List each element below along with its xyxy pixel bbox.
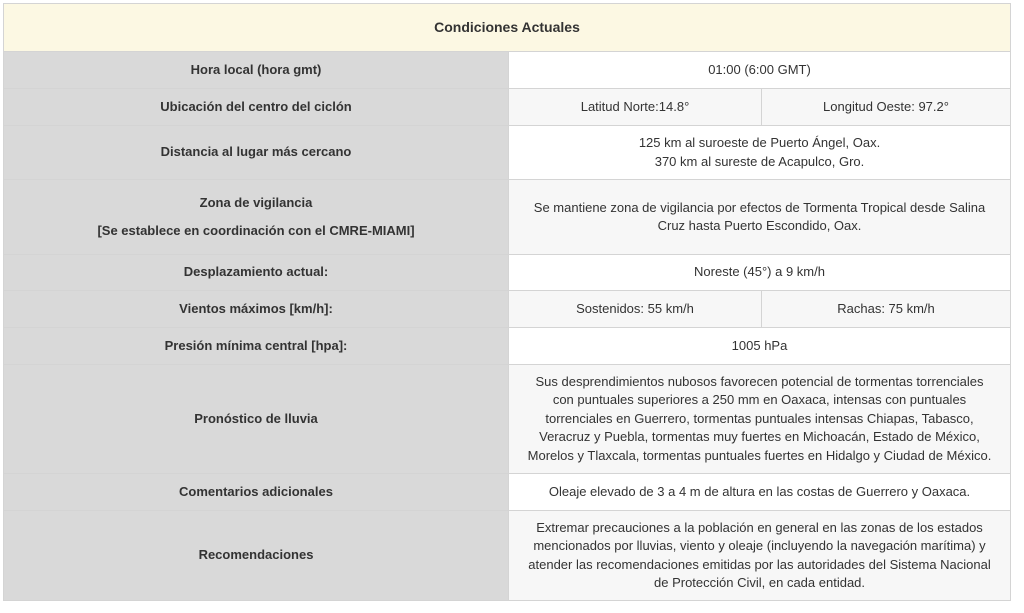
recomendaciones-line-1: Extremar precauciones a la población en general en las zonas de los estados — [536, 519, 983, 535]
table-row-comentarios — [4, 474, 1011, 511]
row-label-hora: Hora local (hora gmt) — [4, 52, 509, 89]
lluvia-line-3: torrenciales en Guerrero, tormentas puntuales intensas Chiapas, Tabasco, — [545, 410, 974, 426]
recomendaciones-line-3: atender las recomendaciones emitidas por las autoridades del Sistema Nacional — [528, 556, 991, 572]
row-value-recomendaciones — [509, 511, 1011, 601]
row-label-desplazamiento: Desplazamiento actual: — [4, 255, 509, 291]
row-label-lluvia: Pronóstico de lluvia — [4, 365, 509, 474]
row-value-longitud: Longitud Oeste: 97.2° — [762, 89, 1011, 126]
table-row-presion — [4, 328, 1011, 365]
row-value-comentarios: Oleaje elevado de 3 a 4 m de altura en las costas de Guerrero y Oaxaca. — [509, 474, 1011, 511]
row-label-vientos: Vientos máximos [km/h]: — [4, 291, 509, 328]
row-label-ubicacion: Ubicación del centro del ciclón — [4, 89, 509, 126]
recomendaciones-line-2: mencionados por lluvias, viento y oleaje (incluyendo la navegación marítima) y — [533, 538, 986, 553]
row-value-rachas: Rachas: 75 km/h — [762, 291, 1011, 328]
table-row-recomendaciones — [4, 511, 1011, 601]
row-value-distancia — [509, 126, 1011, 180]
title-row — [4, 4, 1011, 52]
row-value-zona — [509, 180, 1011, 255]
table-row-lluvia — [4, 365, 1011, 474]
row-value-latitud: Latitud Norte:14.8° — [509, 89, 762, 126]
table-row-ubicacion — [4, 89, 1011, 126]
table-row-desplazamiento — [4, 255, 1011, 291]
row-value-presion: 1005 hPa — [509, 328, 1011, 365]
table-row-hora — [4, 52, 1011, 89]
lluvia-line-1: Sus desprendimientos nubosos favorecen potencial de tormentas torrenciales — [535, 373, 984, 389]
recomendaciones-line-4: de Protección Civil, en cada entidad. — [654, 575, 866, 590]
row-label-recomendaciones: Recomendaciones — [4, 511, 509, 601]
zona-value-line-2: Cruz hasta Puerto Escondido, Oax. — [657, 218, 862, 233]
zona-label-line-2: [Se establece en coordinación con el CMRE-MIAMI] — [97, 223, 415, 238]
zona-value-line-1: Se mantiene zona de vigilancia por efectos de Tormenta Tropical desde Salina — [533, 199, 986, 215]
row-label-distancia: Distancia al lugar más cercano — [4, 126, 509, 180]
conditions-table — [3, 3, 1011, 601]
lluvia-line-4: Veracruz y Puebla, tormentas muy fuertes en Michoacán, Estado de México, — [539, 429, 980, 445]
zona-label-line-1: Zona de vigilancia — [199, 194, 313, 210]
table-title: Condiciones Actuales — [4, 4, 1011, 52]
table-row-distancia — [4, 126, 1011, 180]
table-row-zona — [4, 180, 1011, 255]
lluvia-line-2: con puntuales superiores a 250 mm en Oaxaca, intensas con puntuales — [552, 392, 967, 408]
lluvia-line-5: Morelos y Tlaxcala, tormentas puntuales fuertes en Hidalgo y Ciudad de México. — [527, 447, 992, 463]
row-label-zona — [4, 180, 509, 255]
table-row-vientos — [4, 291, 1011, 328]
distancia-line-2: 370 km al sureste de Acapulco, Gro. — [654, 153, 865, 169]
row-value-sostenidos: Sostenidos: 55 km/h — [509, 291, 762, 328]
row-value-desplazamiento: Noreste (45°) a 9 km/h — [509, 255, 1011, 291]
row-value-hora: 01:00 (6:00 GMT) — [509, 52, 1011, 89]
distancia-line-1: 125 km al suroeste de Puerto Ángel, Oax. — [638, 135, 881, 150]
row-value-lluvia — [509, 365, 1011, 474]
row-label-comentarios: Comentarios adicionales — [4, 474, 509, 511]
row-label-presion: Presión mínima central [hpa]: — [4, 328, 509, 365]
